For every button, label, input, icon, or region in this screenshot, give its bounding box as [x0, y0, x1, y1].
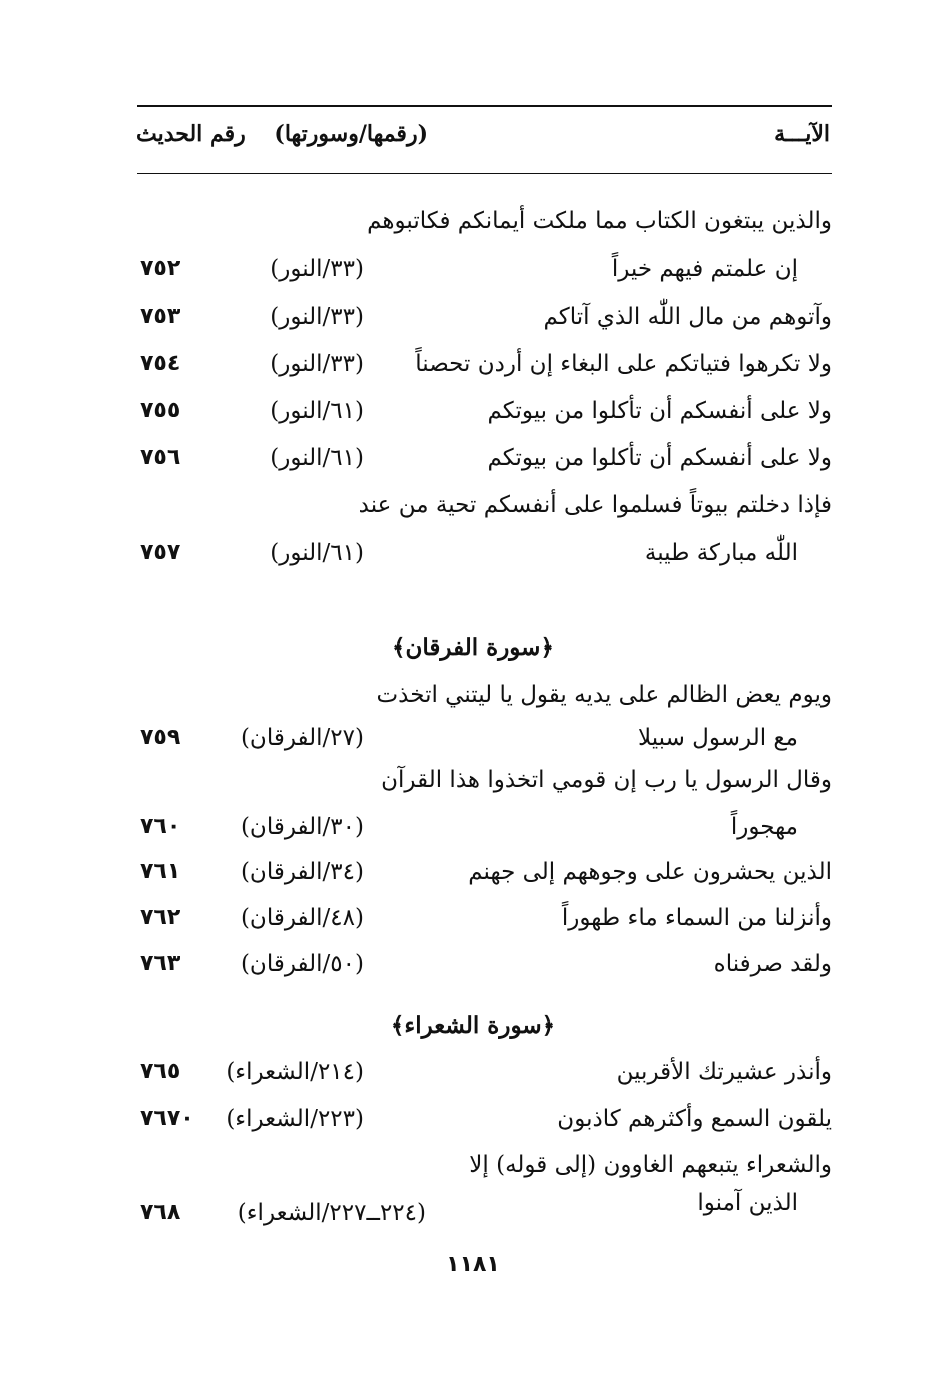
- verse-text: مهجوراً: [730, 814, 798, 840]
- verse-text: والذين يبتغون الكتاب مما ملكت أيمانكم فكاتبوهم: [367, 208, 832, 234]
- verse-reference: (٤٨/الفرقان): [240, 905, 364, 931]
- header-bottom-rule: [137, 173, 832, 174]
- verse-text: وقال الرسول يا رب إن قومي اتخذوا هذا القرآن: [381, 767, 832, 793]
- verse-reference: (٢٢٣/الشعراء): [226, 1106, 364, 1132]
- verse-reference: (٦١/النور): [270, 398, 364, 424]
- surah-heading-shuara: ﴿سورة الشعراء﴾: [390, 1012, 556, 1039]
- hadith-number: ٧٥٥: [140, 398, 181, 423]
- header-top-rule: [137, 105, 832, 107]
- verse-text: الذين يحشرون على وجوههم إلى جهنم: [468, 859, 832, 885]
- verse-text: والشعراء يتبعهم الغاوون (إلى قوله) إلا: [469, 1152, 832, 1178]
- header-reference-column: (رقمها/وسورتها): [274, 121, 428, 147]
- verse-reference: (٣٤/الفرقان): [240, 859, 364, 885]
- verse-reference: (٦١/النور): [270, 540, 364, 566]
- verse-text: ويوم يعض الظالم على يديه يقول يا ليتني اتخذت: [376, 682, 832, 708]
- verse-reference: (٣٣/النور): [270, 351, 364, 377]
- hadith-number: ٧٥٦: [140, 445, 181, 470]
- hadith-number: ٧٦٢: [140, 905, 181, 930]
- verse-text: اللّٰه مباركة طيبة: [644, 540, 798, 566]
- hadith-number: ٧٥٤: [140, 351, 181, 376]
- hadith-number: ٧٥٢: [140, 256, 181, 281]
- hadith-number: ٧٦١: [140, 859, 181, 884]
- page-number: ١١٨١: [446, 1252, 500, 1277]
- verse-reference: (٣٣/النور): [270, 256, 364, 282]
- verse-text: يلقون السمع وأكثرهم كاذبون: [557, 1106, 832, 1132]
- hadith-number: ٧٦٨: [140, 1200, 181, 1225]
- verse-text: الذين آمنوا: [697, 1190, 798, 1216]
- verse-text: مع الرسول سبيلا: [637, 725, 798, 751]
- verse-text: إن علمتم فيهم خيراً: [611, 256, 798, 282]
- verse-reference: (٦١/النور): [270, 445, 364, 471]
- hadith-number: ٧٦٥: [140, 1059, 181, 1084]
- surah-heading-furqan: ﴿سورة الفرقان﴾: [392, 634, 554, 661]
- hadith-number: ٧٦٣: [140, 951, 181, 976]
- hadith-number: ٧٥٩: [140, 725, 181, 750]
- verse-reference: (٢٢٤ــ٢٢٧/الشعراء): [237, 1200, 426, 1226]
- verse-text: وأنزلنا من السماء ماء طهوراً: [561, 905, 832, 931]
- hadith-number: ٧٥٧: [140, 540, 181, 565]
- verse-text: ولا تكرهوا فتياتكم على البغاء إن أردن تحصناً: [415, 351, 832, 377]
- verse-text: وأنذر عشيرتك الأقربين: [616, 1059, 832, 1085]
- hadith-number: ٧٦٧٠: [140, 1106, 194, 1131]
- verse-text: ولا على أنفسكم أن تأكلوا من بيوتكم: [487, 445, 832, 471]
- hadith-number: ٧٥٣: [140, 304, 181, 329]
- verse-text: ولقد صرفناه: [713, 951, 832, 977]
- verse-text: وآتوهم من مال اللّٰه الذي آتاكم: [543, 304, 832, 330]
- header-hadith-number-column: رقم الحديث: [136, 121, 246, 147]
- verse-reference: (٢٧/الفرقان): [240, 725, 364, 751]
- verse-reference: (٣٠/الفرقان): [240, 814, 364, 840]
- verse-reference: (٥٠/الفرقان): [240, 951, 364, 977]
- verse-reference: (٣٣/النور): [270, 304, 364, 330]
- verse-reference: (٢١٤/الشعراء): [226, 1059, 364, 1085]
- verse-text: ولا على أنفسكم أن تأكلوا من بيوتكم: [487, 398, 832, 424]
- header-verse-column: الآيـــة: [774, 121, 830, 147]
- hadith-number: ٧٦٠: [140, 814, 181, 839]
- verse-text: فإذا دخلتم بيوتاً فسلموا على أنفسكم تحية من عند: [358, 492, 832, 518]
